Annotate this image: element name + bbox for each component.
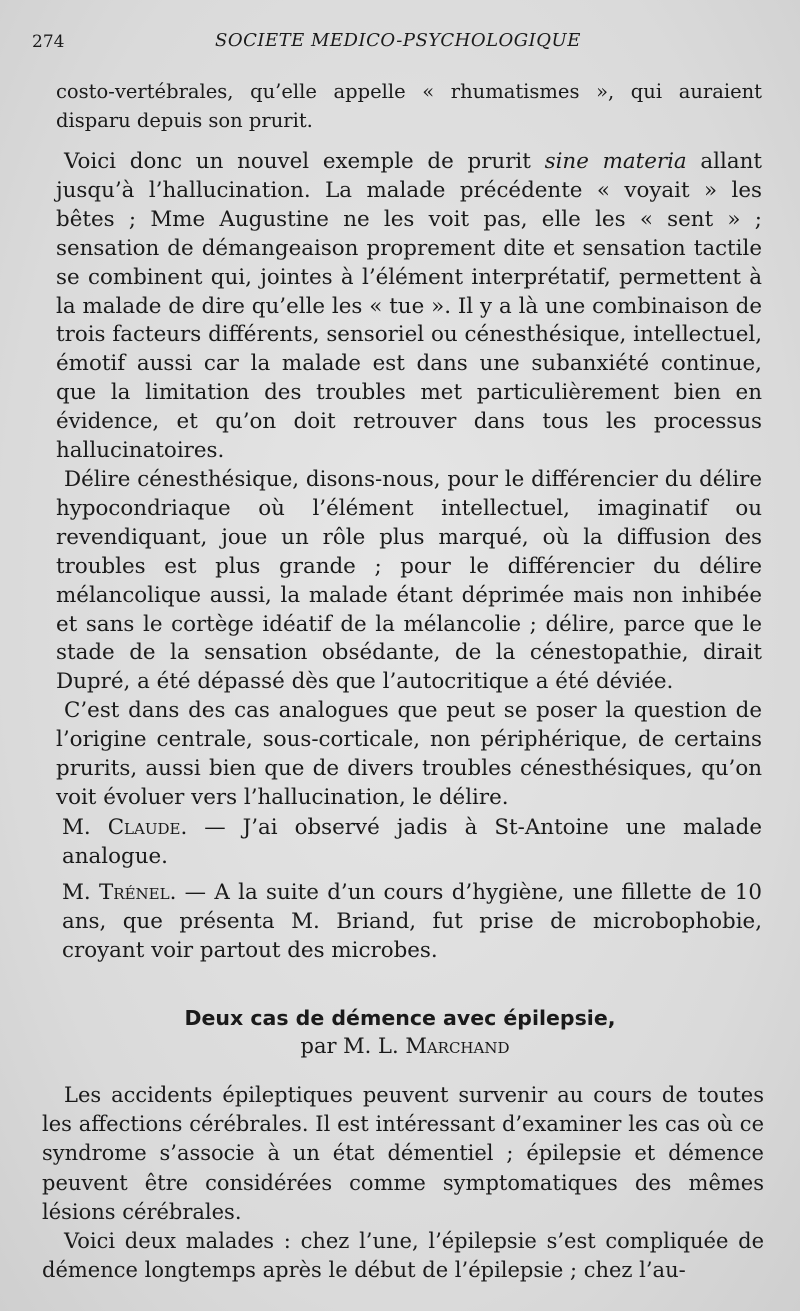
remark-trenel	[62, 878, 762, 965]
discussion-paragraph-3: C’est dans des cas analogues que peut se poser la question de l’origine centrale, sous-corticale, non périphérique, de certains prurits, aussi bien que de divers troubles cénesthésiques, qu’on voit évoluer vers l’hallucination, le délire.	[56, 698, 762, 810]
discussion-p1-before: Voici donc un nouvel exemple de prurit	[64, 149, 545, 174]
article-author-prefix: par M. L.	[300, 1034, 406, 1058]
intro-paragraph-block	[56, 77, 762, 135]
article-author	[0, 1034, 800, 1058]
discussion-paragraph-1	[56, 148, 762, 466]
discussion-paragraph-2: Délire cénesthésique, disons-nous, pour le différencier du délire hypocondriaque où l’élément intellectuel, imaginatif ou revendiquant, joue un rôle plus marqué, où la diffusion des troubles est plus grande ; pour le différencier du délire mélancolique aussi, la malade étant déprimée mais non inhibée et sans le cortège idéatif de la mélancolie ; délire, parce que le stade de la sensation obsédante, de la cénestopathie, dirait Dupré, a été dépassé dès que l’autocritique a été déviée.	[56, 466, 762, 695]
remark-trenel-body: . — A la suite d’un cours d’hygiène, une fillette de 10 ans, que présenta M. Briand, fut prise de microbophobie, croyant voir partout des microbes.	[62, 880, 762, 963]
remark-claude-speaker: Claude	[107, 815, 181, 840]
remark-trenel-text	[62, 878, 762, 965]
article-title: Deux cas de démence avec épilepsie,	[184, 1006, 616, 1030]
discussion-block	[56, 148, 762, 813]
remark-claude-prefix: M.	[62, 815, 108, 840]
page-header	[32, 30, 760, 56]
remark-trenel-prefix: M.	[62, 880, 100, 905]
article-paragraph-2: Voici deux malades : chez l’une, l’épilepsie s’est compliquée de démence longtemps après le début de l’épilepsie ; chez l’au-	[42, 1229, 764, 1283]
remark-claude-text	[62, 813, 762, 871]
page-number: 274	[32, 32, 65, 52]
article-body	[42, 1081, 764, 1285]
discussion-p1-italic: sine materia	[544, 149, 687, 174]
remark-claude	[62, 813, 762, 871]
article-paragraph-1: Les accidents épileptiques peuvent survenir au cours de toutes les affections cérébrales. Il est intéressant d’examiner les cas où ce syndrome s’associe à un état démentiel ; épilepsie et démence peuvent être considérées comme symptomatiques des mêmes lésions cérébrales.	[42, 1083, 764, 1224]
intro-paragraph: costo-vertébrales, qu’elle appelle « rhumatismes », qui auraient disparu depuis son prurit.	[56, 80, 762, 132]
running-head: SOCIETE MEDICO-PSYCHOLOGIQUE	[215, 30, 581, 51]
remark-trenel-speaker: Trénel	[99, 880, 170, 905]
article-author-name: Marchand	[405, 1034, 510, 1058]
remark-claude-body: . — J’ai observé jadis à St-Antoine une malade analogue.	[62, 815, 762, 869]
discussion-p1-after: allant jusqu’à l’hallucination. La malade précédente « voyait » les bêtes ; Mme Augustine ne les voit pas, elle les « sent » ; sensation de démangeaison proprement dite et sensation tactile se combinent qui, jointes à l’élément interprétatif, permettent à la malade de dire qu’elle les « tue ». Il y a là une combinaison de trois facteurs différents, sensoriel ou cénesthésique, intellectuel, émotif aussi car la malade est dans une subanxiété continue, que la limitation des troubles met particulièrement bien en évidence, et qu’on doit retrouver dans tous les processus hallucinatoires.	[56, 149, 762, 464]
